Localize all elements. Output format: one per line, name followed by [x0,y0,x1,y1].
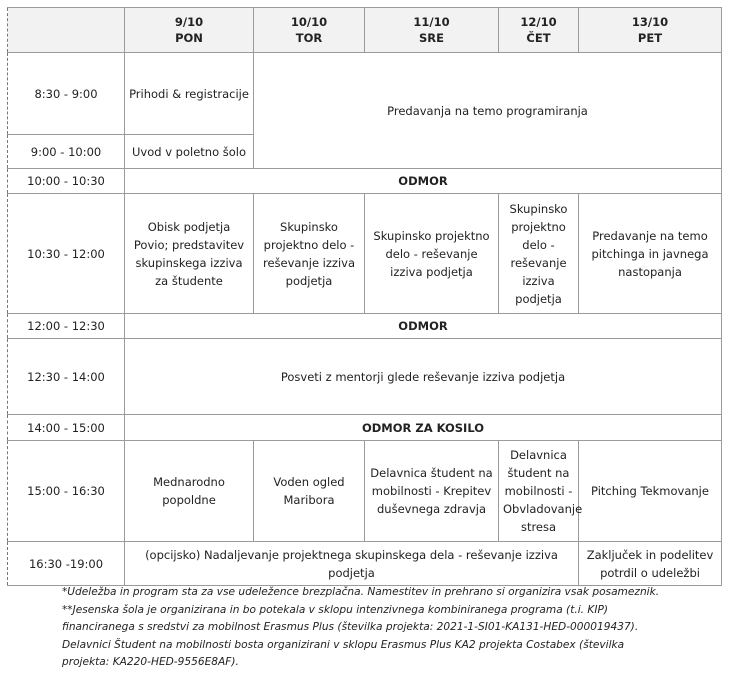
table-row [8,169,722,194]
footnote-line: **Jesenska šola je organizirana in bo potekala v sklopu intenzivnega kombiniranega programa (t.i. KIP) [62,603,608,616]
time-cell: 14:00 - 15:00 [8,415,125,441]
header-row [8,8,722,53]
cell-fri: Zaključek in podelitev potrdil o udeležbi [579,542,722,586]
header-date: 10/10 [290,15,328,29]
time-cell: 12:30 - 14:00 [8,339,125,415]
lunch-break-cell: ODMOR ZA KOSILO [125,415,722,441]
footnote-line: financiranega s sredstvi za mobilnost Erasmus Plus (številka projekta: 2021-1-SI01-KA131-HED-000019437). [62,621,639,633]
break-cell: ODMOR [125,314,722,339]
time-cell: 16:30 -19:00 [8,542,125,586]
header-day-tue [254,8,365,53]
break-cell: ODMOR [125,169,722,194]
header-day-wed [365,8,499,53]
header-day: PET [637,31,663,45]
footnotes [62,584,702,672]
cell-mon-thu: (opcijsko) Nadaljevanje projektnega skupinskega dela - reševanje izziva podjetja [125,542,579,586]
cell-mon: Prihodi & registracije [125,53,254,135]
header-day: ČET [526,31,551,45]
time-cell: 8:30 - 9:00 [8,53,125,135]
header-day-thu [499,8,579,53]
time-cell: 10:30 - 12:00 [8,194,125,314]
cell-wed: Skupinsko projektno delo - reševanje izziva podjetja [365,194,499,314]
table-row [8,339,722,415]
cell-tue-fri: Predavanja na temo programiranja [254,53,722,169]
cell-mon: Obisk podjetja Povio; predstavitev skupinskega izziva za študente [125,194,254,314]
table-row [8,441,722,542]
cell-tue: Voden ogled Maribora [254,441,365,542]
header-day: TOR [295,31,323,45]
time-cell: 10:00 - 10:30 [8,169,125,194]
cell-mon: Uvod v poletno šolo [125,135,254,169]
header-date: 12/10 [520,15,557,29]
header-time-corner [8,8,125,53]
time-cell: 9:00 - 10:00 [8,135,125,169]
header-day-fri [579,8,722,53]
schedule-table [7,7,722,586]
footnote-line: projekta: KA220-HED-9556E8AF). [62,656,239,668]
table-row [8,542,722,586]
header-date: 11/10 [413,15,450,29]
table-row [8,314,722,339]
cell-fri: Predavanje na temo pitchinga in javnega nastopanja [579,194,722,314]
header-day: PON [175,31,203,45]
footnote-line: Delavnici Študent na mobilnosti bosta organizirani v sklopu Erasmus Plus KA2 projekta Costabex (številka [62,638,625,651]
time-cell: 15:00 - 16:30 [8,441,125,542]
footnote-line: *Udeležba in program sta za vse udeležence brezplačna. Namestitev in prehrano si organizira vsak posameznik. [62,586,660,598]
cell-tue: Skupinsko projektno delo - reševanje izziva podjetja [254,194,365,314]
header-date: 9/10 [174,15,204,29]
table-row [8,53,722,135]
cell-fri: Pitching Tekmovanje [579,441,722,542]
header-day-mon [125,8,254,53]
mentoring-cell: Posveti z mentorji glede reševanje izziva podjetja [125,339,722,415]
table-row [8,194,722,314]
header-day: SRE [419,31,444,45]
cell-thu: Delavnica študent na mobilnosti - Obvladovanje stresa [499,441,579,542]
cell-thu: Skupinsko projektno delo - reševanje izziva podjetja [499,194,579,314]
header-date: 13/10 [631,15,669,29]
time-cell: 12:00 - 12:30 [8,314,125,339]
cell-wed: Delavnica študent na mobilnosti - Krepitev duševnega zdravja [365,441,499,542]
table-row [8,415,722,441]
cell-mon: Mednarodno popoldne [125,441,254,542]
